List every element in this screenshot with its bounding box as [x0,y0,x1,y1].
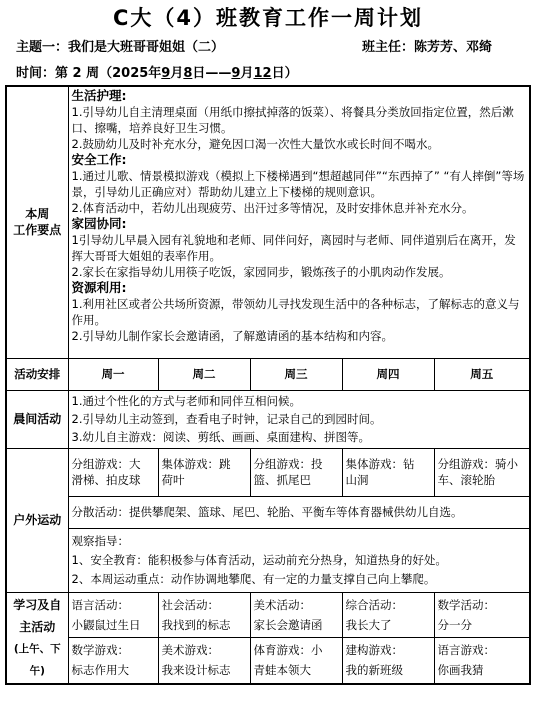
outdoor-game-cell [158,448,250,496]
start-day: 8 [183,66,193,81]
end-text: 日） [271,66,298,81]
guidance-item: 1、安全教育：能积极参与体育活动，运动前充分热身，知道热身的好处。 [71,552,447,567]
guidance-title: 观察指导： [71,533,129,548]
month-text-2: 月 [240,66,254,81]
end-month: 9 [231,66,241,81]
morning-label: 晨间活动 [6,390,68,448]
activity-name: 标志作用大 [71,663,129,678]
section-item: 2.家长在家指导幼儿用筷子吃饭，家园同步，锻炼孩子的小肌肉动作发展。 [71,265,451,279]
schedule-header-row [6,358,530,390]
section-heading: 生活护理: [71,88,127,103]
section-heading: 安全工作: [71,152,127,167]
section-item: 2.体育活动中，若幼儿出现疲劳、出汗过多等情况，及时安排休息并补充水分。 [71,201,474,215]
study-cell [250,637,342,683]
morning-item: 2.引导幼儿主动签到，查看电子时钟，记录自己的到园时间。 [71,412,382,426]
activity-type: 数学活动： [437,597,495,612]
outdoor-guidance [68,528,530,592]
outdoor-scattered-row [6,496,530,528]
section-item: 1引导幼儿早晨入园有礼貌地和老师、同伴问好，离园时与老师、同伴道别后在离开，发挥大哥哥大姐姐的表率作用。 [71,233,516,263]
study-cell [250,592,342,637]
game-line: 车、滚轮胎 [437,473,495,487]
game-line: 分组游戏：投 [253,457,323,471]
label-line: (上午、下 [13,642,61,655]
study-row-2 [6,637,530,683]
study-cell [68,592,158,637]
activity-name: 你画我猜 [437,663,484,678]
section-item: 2.引导幼儿制作家长会邀请函，了解邀请函的基本结构和内容。 [71,329,393,343]
activity-type: 语言活动： [71,597,129,612]
label-line: 工作要点 [13,223,62,238]
activity-name: 我来设计标志 [161,663,231,678]
mid-text: 日—— [192,66,232,81]
study-label [6,592,68,684]
outdoor-label: 户外运动 [6,448,68,592]
day-header: 周一 [68,358,158,390]
outdoor-game-cell [434,448,530,496]
day-header: 周二 [158,358,250,390]
game-line: 分组游戏：骑小 [437,457,518,471]
label-line: 学习及自 [13,597,62,612]
day-header: 周五 [434,358,530,390]
study-cell [342,637,434,683]
section-safety [72,152,527,216]
month-text: 月 [170,66,184,81]
morning-item: 3.幼儿自主游戏：阅读、剪纸、画画、桌面建构、拼图等。 [71,430,370,444]
weekly-focus-row [6,86,530,358]
game-line: 集体游戏：跳 [161,457,231,471]
activity-name: 我的新班级 [345,663,403,678]
section-item: 2.鼓励幼儿及时补充水分，避免因口渴一次性大量饮水或长时间不喝水。 [71,137,439,151]
study-cell [434,592,530,637]
outdoor-scattered: 分散活动：提供攀爬架、篮球、尾巴、轮胎、平衡车等体育器械供幼儿自选。 [68,496,530,528]
activity-name: 我长大了 [345,617,392,632]
activity-name: 家长会邀请函 [253,617,323,632]
game-line: 分组游戏：大 [71,457,141,471]
label-line: 本周 [25,207,50,222]
game-line: 滑梯、拍皮球 [71,473,141,487]
weekly-focus-content [68,86,530,358]
activity-type: 综合活动： [345,597,403,612]
section-item: 1.引导幼儿自主清理桌面（用纸巾擦拭掉落的饭菜）、将餐具分类放回指定位置，然后漱口、擦嘴，培养良好卫生习惯。 [71,105,514,135]
weekly-focus-label [6,86,68,358]
section-heading: 家园协同: [71,216,127,231]
activity-type: 美术游戏： [161,643,219,658]
activity-name: 我找到的标志 [161,617,231,632]
weekly-plan-table [5,85,531,685]
day-header: 周四 [342,358,434,390]
study-cell [434,637,530,683]
activity-type: 建构游戏： [345,643,403,658]
section-heading: 资源利用: [71,280,127,295]
section-home [72,216,527,280]
activity-type: 社会活动： [161,597,219,612]
theme-text: 主题一：我们是大班哥哥姐姐（二） [16,40,225,55]
end-day: 12 [253,66,272,81]
section-item: 1.通过儿歌、情景模拟游戏（模拟上下楼梯遇到“想超越同伴”“东西掉了” “有人摔倒”等场景，引导幼儿正确应对）帮助幼儿建立上下楼梯的规则意识。 [71,169,525,199]
activity-type: 体育游戏：小 [253,643,323,658]
study-cell [68,637,158,683]
outdoor-game-cell [342,448,434,496]
game-line: 集体游戏：钻 [345,457,415,471]
section-life [72,88,527,152]
study-cell [158,592,250,637]
guidance-item: 2、本周运动重点：动作协调地攀爬、有一定的力量支撑自己向上攀爬。 [71,571,436,586]
morning-item: 1.通过个性化的方式与老师和同伴互相问候。 [71,394,301,408]
game-line: 山洞 [345,473,369,487]
label-line: 午) [29,664,45,677]
study-cell [158,637,250,683]
label-line: 主活动 [19,619,56,634]
activity-name: 青蛙本领大 [253,663,311,678]
start-month: 9 [161,66,171,81]
outdoor-game-cell [68,448,158,496]
activity-name: 小鼹鼠过生日 [71,617,141,632]
time-label: 时间：第 2 周（2025年 [16,66,162,81]
outdoor-group-row [6,448,530,496]
schedule-label: 活动安排 [6,358,68,390]
activity-type: 语言游戏： [437,643,495,658]
page-title: C大（4）班教育工作一周计划 [112,6,424,30]
activity-type: 美术活动： [253,597,311,612]
section-item: 1.利用社区或者公共场所资源，带领幼儿寻找发现生活中的各种标志，了解标志的意义与作用。 [71,297,520,327]
outdoor-guidance-row [6,528,530,592]
morning-row [6,390,530,448]
teacher-text: 班主任：陈芳芳、邓绮 [362,40,493,55]
game-line: 篮、抓尾巴 [253,473,311,487]
study-cell [342,592,434,637]
outdoor-game-cell [250,448,342,496]
game-line: 荷叶 [161,473,185,487]
time-range [16,62,298,81]
study-row-1 [6,592,530,637]
morning-content [68,390,530,448]
activity-type: 数学游戏： [71,643,129,658]
activity-name: 分一分 [437,617,472,632]
day-header: 周三 [250,358,342,390]
section-resource [72,280,527,344]
